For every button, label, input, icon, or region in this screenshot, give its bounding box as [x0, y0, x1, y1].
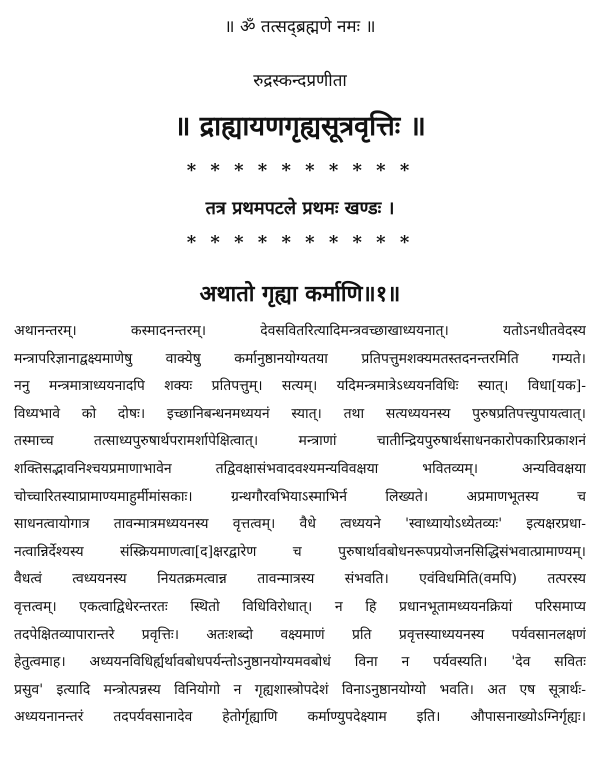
body-line: चोच्चारितस्याप्रामाण्यमाहुर्मीमांसकाः। ग्रन्थगौरवभियाऽस्माभिर्न लिख्यते। अप्रमाणभूतस्य च — [14, 488, 586, 505]
body-line: शक्तिसद्भावनिश्चयप्रमाणाभावेन तद्विवक्षासंभवादवश्यमन्यविवक्षया भवितव्यम्। अन्यविवक्षया — [14, 460, 586, 477]
body-line: विध्यभावे को दोषः। इच्छानिबन्धनमध्ययनं स्यात्। तथा सत्यध्ययनस्य पुरुषप्रतिपत्त्युपायत्वात्। — [14, 405, 586, 422]
body-line: ननु मन्त्रमात्राध्ययनादपि शक्यः प्रतिपत्तुम्। सत्यम्। यदिमन्त्रमात्रेऽध्ययनविधिः स्यात्। विधा[यक]- — [14, 378, 586, 395]
body-line: तस्माच्च तत्साध्यपुरुषार्थपरामर्शापेक्षित्वात्। मन्त्राणां चातीन्द्रियपुरुषार्थसाधनकारोपकारिप्रकाशनं — [14, 433, 586, 450]
sutra-heading: अथातो गृह्या कर्माणि॥१॥ — [199, 281, 401, 307]
body-line: साधनत्वायोगात्र तावन्मात्रमध्ययनस्य वृत्तत्वम्। वैधे त्वध्ययने 'स्वाध्यायोऽध्येतव्यः' इत्यक्षरप्रधा- — [14, 516, 586, 533]
body-line: वृत्तत्वम्। एकत्वाद्विधेरन्तरतः स्थितो विधिविरोधात्। न हि प्रधानभूतामध्ययनक्रियां परिसमाप्य — [14, 598, 586, 615]
body-line: तदपेक्षितव्यापारान्तरे प्रवृत्तिः। अतःशब्दो वक्ष्यमाणं प्रति प्रवृत्तस्याध्ययनस्य पर्यवसानलक्षणं — [14, 626, 586, 643]
commentary-body — [14, 318, 586, 732]
body-line: हेतुत्वमाह। अध्ययनविधिर्ह्यर्थावबोधपर्यन्तोऽनुष्ठानयोग्यमवबोधं विना न पर्यवस्यति। 'देव सवितः — [14, 654, 586, 671]
body-line: अध्ययनानन्तरं तदपर्यवसानादेव हेतोर्गृह्याणि कर्माण्युपदेक्ष्याम इति। औपासनाख्योऽग्निर्गृह्यः। — [14, 709, 586, 726]
body-line: प्रसुव' इत्यादि मन्त्रोत्पन्नस्य विनियोगो न गृह्यशास्त्रोपदेशं विनाऽनुष्ठानयोग्यो भवति। अत एष सूत्रार्थः- — [14, 681, 586, 698]
body-line: अथानन्तरम्। कस्मादनन्तरम्। देवसवितरित्यादिमन्त्रवच्छाखाध्ययनात्। यतोऽनधीतवेदस्य — [14, 323, 586, 339]
body-line: मन्त्रापरिज्ञानाद्वक्ष्यमाणेषु वाक्येषु कर्मानुष्ठानयोग्यतया प्रतिपत्तुमशक्यमतस्तदनन्तरमिति गम्यते। — [14, 350, 586, 367]
separator-stars-top: * * * * * * * * * * — [186, 160, 414, 181]
author-line: रुद्रस्कन्दप्रणीता — [253, 71, 347, 91]
book-title: ॥ द्राह्यायणगृह्यसूत्रवृत्तिः ॥ — [174, 111, 426, 142]
body-line: नत्वान्निर्देश्यस्य संस्क्रियमाणत्वा[द]क्षरद्वारेण च पुरुषार्थावबोधनरूपप्रयोजनसिद्धिसंभवात्प्रामाण्यम्। — [14, 543, 586, 560]
separator-stars-bottom: * * * * * * * * * * — [186, 232, 414, 253]
body-line: वैधत्वं त्वध्ययनस्य नियतक्रमत्वान्न तावन्मात्रस्य संभवति। एवंविधमिति(वमपि) तत्परस्य — [14, 571, 586, 588]
invocation: ॥ ॐ तत्सद्ब्रह्मणे नमः ॥ — [224, 17, 376, 37]
section-heading: तत्र प्रथमपटले प्रथमः खण्डः । — [205, 198, 395, 219]
